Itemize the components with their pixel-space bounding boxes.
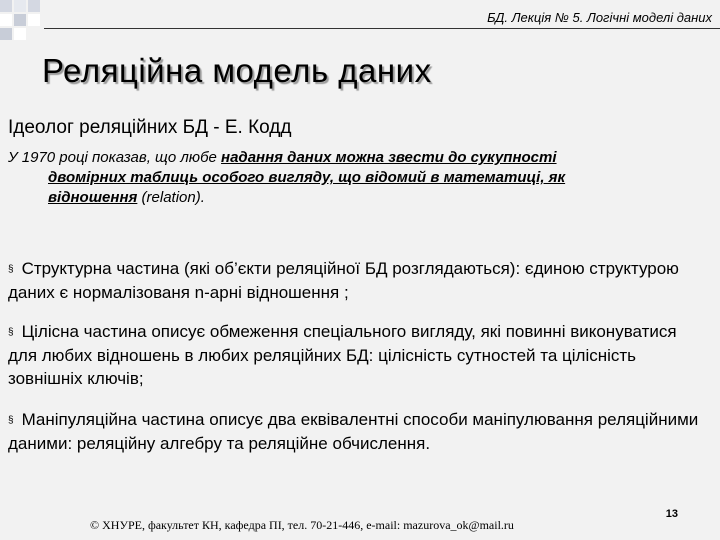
footer-copyright: © ХНУРЕ, факультет КН, кафедра ПІ, тел. 70-21-446, e-mail: mazurova_ok@mail.ru — [90, 518, 514, 532]
bullet-structural — [8, 257, 708, 304]
intro-underlined-1: надання даних можна звести до сукупності — [221, 149, 557, 166]
page-number: 13 — [665, 508, 678, 520]
bullet-text: Структурна частина (які об’єкти реляційної БД розглядаються): єдиною структурою даних є нормалізованя n-арні відношення ; — [8, 259, 679, 302]
bullet-manipulation — [8, 408, 708, 455]
intro-text-end: (relation). — [137, 189, 205, 206]
bullet-icon: § — [8, 264, 14, 275]
bullet-integrity — [8, 320, 708, 390]
ideolog-line: Ідеолог реляційних БД - Е. Кодд — [8, 117, 292, 138]
bullet-text: Маніпуляційна частина описує два еквівалентні способи маніпулювання реляційними даними: реляційну алгебру та реляційне обчислення. — [8, 410, 699, 453]
bullet-text: Цілісна частина описує обмеження спеціального вигляду, які повинні виконуватися для любих відношень в любих реляційних БД: цілісність сутностей та цілісність зовнішніх ключів; — [8, 322, 677, 388]
slide-title: Реляційна модель даних — [42, 52, 432, 89]
intro-paragraph — [8, 148, 708, 208]
intro-underlined-3: відношення — [48, 189, 138, 206]
corner-decoration — [0, 0, 60, 50]
intro-text-start: У 1970 році показав, що любе — [8, 149, 222, 166]
bullet-icon: § — [8, 327, 14, 338]
intro-underlined-2: двомірних таблиць особого вигляду, що відомий в математиці, як — [48, 169, 566, 186]
bullet-icon: § — [8, 415, 14, 426]
lecture-header: БД. Лекція № 5. Логічні моделі даних — [487, 10, 712, 25]
header-divider — [44, 28, 720, 29]
